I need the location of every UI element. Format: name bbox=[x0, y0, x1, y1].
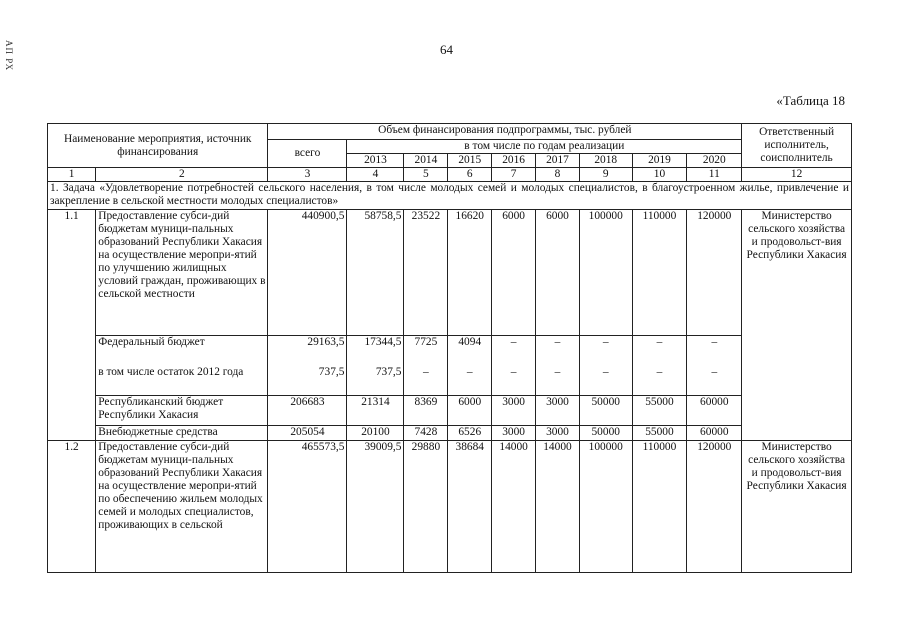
value-cell: 14000 bbox=[536, 441, 580, 573]
financing-table bbox=[47, 123, 852, 573]
value-cell: 20100 bbox=[347, 426, 404, 441]
value-cell: 58758,5 bbox=[347, 210, 404, 336]
value-cell: 23522 bbox=[404, 210, 448, 336]
header-responsible: Ответственный исполнитель, соисполнитель bbox=[742, 124, 852, 168]
value-cell: – bbox=[632, 336, 687, 366]
header-row-1 bbox=[48, 124, 852, 140]
value-cell: – bbox=[448, 366, 492, 396]
value-cell: 55000 bbox=[632, 426, 687, 441]
value-cell: 737,5 bbox=[268, 366, 347, 396]
value-cell: 110000 bbox=[632, 441, 687, 573]
col-number: 1 bbox=[48, 168, 96, 182]
col-number: 6 bbox=[448, 168, 492, 182]
value-cell: – bbox=[536, 336, 580, 366]
source-name: Федеральный бюджет bbox=[96, 336, 268, 366]
table-caption: «Таблица 18 bbox=[776, 93, 845, 108]
value-cell: 100000 bbox=[579, 441, 632, 573]
col-number: 11 bbox=[687, 168, 742, 182]
value-cell: 8369 bbox=[404, 396, 448, 426]
value-cell: – bbox=[404, 366, 448, 396]
item-name: Предоставление субси-дий бюджетам муници-пальных образований Республики Хакасия на осуществление меропри-ятий по обеспечению жильем молодых семей и молодых специалистов, проживающих в сельской bbox=[96, 441, 268, 573]
source-row-extrabudget bbox=[48, 426, 852, 441]
value-cell: 3000 bbox=[492, 396, 536, 426]
value-cell: 6526 bbox=[448, 426, 492, 441]
page-number: 64 bbox=[440, 42, 453, 57]
value-cell: – bbox=[579, 336, 632, 366]
value-cell: – bbox=[536, 366, 580, 396]
value-cell: 6000 bbox=[536, 210, 580, 336]
year-cell: 2018 bbox=[579, 154, 632, 168]
value-cell: 100000 bbox=[579, 210, 632, 336]
source-row-federal bbox=[48, 336, 852, 366]
source-name: Республиканский бюджет Республики Хакасия bbox=[96, 396, 268, 426]
year-cell: 2020 bbox=[687, 154, 742, 168]
header-volume: Объем финансирования подпрограммы, тыс. рублей bbox=[268, 124, 742, 140]
value-cell: – bbox=[632, 366, 687, 396]
value-cell: – bbox=[687, 336, 742, 366]
source-row-remainder bbox=[48, 366, 852, 396]
side-mark: АП РХ bbox=[4, 40, 14, 72]
value-cell: 29163,5 bbox=[268, 336, 347, 366]
value-cell: 21314 bbox=[347, 396, 404, 426]
col-number: 2 bbox=[96, 168, 268, 182]
item-number: 1.1 bbox=[48, 210, 96, 441]
year-cell: 2016 bbox=[492, 154, 536, 168]
value-cell: – bbox=[687, 366, 742, 396]
col-number: 4 bbox=[347, 168, 404, 182]
col-number: 5 bbox=[404, 168, 448, 182]
value-cell: 7725 bbox=[404, 336, 448, 366]
col-number: 7 bbox=[492, 168, 536, 182]
item-row bbox=[48, 441, 852, 573]
value-cell: – bbox=[492, 366, 536, 396]
responsible-cell: Министерство сельского хозяйства и продовольст-вия Республики Хакасия bbox=[742, 210, 852, 441]
value-cell: 6000 bbox=[492, 210, 536, 336]
year-cell: 2019 bbox=[632, 154, 687, 168]
responsible-cell: Министерство сельского хозяйства и продовольст-вия Республики Хакасия bbox=[742, 441, 852, 573]
source-name: Внебюджетные средства bbox=[96, 426, 268, 441]
task-text: 1. Задача «Удовлетворение потребностей сельского населения, в том числе молодых семей и молодых специалистов, в благоустроенном жилье, привлечение и закрепление в сельской местности молодых специалистов» bbox=[48, 182, 852, 210]
year-cell: 2014 bbox=[404, 154, 448, 168]
item-row bbox=[48, 210, 852, 336]
value-cell: 440900,5 bbox=[268, 210, 347, 336]
source-row-republic bbox=[48, 396, 852, 426]
year-cell: 2013 bbox=[347, 154, 404, 168]
col-number: 10 bbox=[632, 168, 687, 182]
source-name: в том числе остаток 2012 года bbox=[96, 366, 268, 396]
item-number: 1.2 bbox=[48, 441, 96, 573]
header-name: Наименование мероприятия, источник финансирования bbox=[48, 124, 268, 168]
value-cell: 120000 bbox=[687, 441, 742, 573]
value-cell: 38684 bbox=[448, 441, 492, 573]
value-cell: 3000 bbox=[536, 426, 580, 441]
value-cell: 205054 bbox=[268, 426, 347, 441]
year-cell: 2017 bbox=[536, 154, 580, 168]
value-cell: 39009,5 bbox=[347, 441, 404, 573]
value-cell: 737,5 bbox=[347, 366, 404, 396]
value-cell: 6000 bbox=[448, 396, 492, 426]
value-cell: 4094 bbox=[448, 336, 492, 366]
value-cell: 60000 bbox=[687, 396, 742, 426]
value-cell: 50000 bbox=[579, 426, 632, 441]
value-cell: 465573,5 bbox=[268, 441, 347, 573]
value-cell: – bbox=[579, 366, 632, 396]
value-cell: 110000 bbox=[632, 210, 687, 336]
value-cell: 7428 bbox=[404, 426, 448, 441]
value-cell: 120000 bbox=[687, 210, 742, 336]
item-name: Предоставление субси-дий бюджетам муници-пальных образований Республики Хакасия на осуществление меропри-ятий по улучшению жилищных условий граждан, проживающих в сельской местности bbox=[96, 210, 268, 336]
value-cell: 29880 bbox=[404, 441, 448, 573]
value-cell: – bbox=[492, 336, 536, 366]
value-cell: 50000 bbox=[579, 396, 632, 426]
col-number: 8 bbox=[536, 168, 580, 182]
value-cell: 17344,5 bbox=[347, 336, 404, 366]
col-number: 3 bbox=[268, 168, 347, 182]
value-cell: 206683 bbox=[268, 396, 347, 426]
value-cell: 14000 bbox=[492, 441, 536, 573]
value-cell: 3000 bbox=[536, 396, 580, 426]
col-number: 12 bbox=[742, 168, 852, 182]
task-row bbox=[48, 182, 852, 210]
header-total: всего bbox=[268, 140, 347, 168]
value-cell: 3000 bbox=[492, 426, 536, 441]
header-by-years: в том числе по годам реализации bbox=[347, 140, 742, 154]
value-cell: 16620 bbox=[448, 210, 492, 336]
value-cell: 60000 bbox=[687, 426, 742, 441]
value-cell: 55000 bbox=[632, 396, 687, 426]
column-numbers-row bbox=[48, 168, 852, 182]
year-cell: 2015 bbox=[448, 154, 492, 168]
col-number: 9 bbox=[579, 168, 632, 182]
